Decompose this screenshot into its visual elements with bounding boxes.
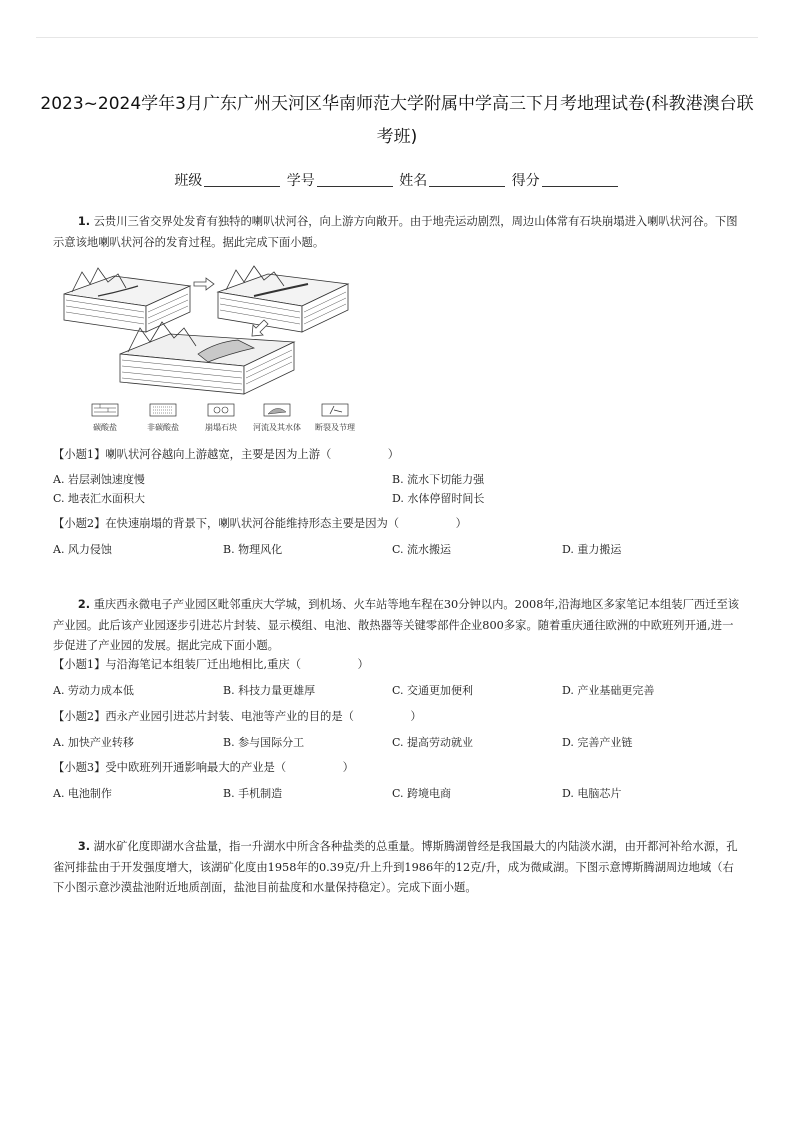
q1-stem: 云贵川三省交界处发育有独特的喇叭状河谷，向上游方向敞开。由于地壳运动剧烈，周边山体常有石块崩塌进入喇叭状河谷。下图示意该地喇叭状河谷的发育过程。据此完成下面小题。 xyxy=(53,215,738,249)
q2-sub3-option-d[interactable]: D. 电脑芯片 xyxy=(562,787,622,800)
q2-sub3-option-c[interactable]: C. 跨境电商 xyxy=(392,787,452,800)
info-name-label: 姓名 xyxy=(399,173,428,189)
q2-sub1-option-c[interactable]: C. 交通更加便利 xyxy=(392,684,474,697)
block-diagram-stage-3 xyxy=(120,322,294,394)
q1-sub1-option-b[interactable]: B. 流水下切能力强 xyxy=(392,473,485,486)
q2-sub1-option-b[interactable]: B. 科技力量更雄厚 xyxy=(223,684,316,697)
q2-sub1-label: 【小题1】与沿海笔记本组装厂迁出地相比,重庆（ ） xyxy=(53,658,369,671)
legend-river: 河流及其水体 xyxy=(253,423,301,432)
q1-sub2-option-c[interactable]: C. 流水搬运 xyxy=(392,543,452,556)
q1-sub2-option-d[interactable]: D. 重力搬运 xyxy=(562,543,622,556)
q3-number: 3. xyxy=(77,840,91,853)
q3-stem: 湖水矿化度即湖水含盐量，指一升湖水中所含各种盐类的总重量。博斯腾湖曾经是我国最大的内陆淡水湖，由开都河补给水源，孔雀河排盐由于开发强度增大，该湖矿化度由1958年的0.39克/升上升到1986年的12克/升，成为微咸湖。下图示意博斯腾湖周边地域（右下小图示意沙漠盐池附近地质剖面，盐池目前盐度和水量保持稳定）。完成下面小题。 xyxy=(53,840,738,894)
info-name-blank[interactable] xyxy=(429,186,505,187)
info-class-blank[interactable] xyxy=(204,186,280,187)
legend-noncarbonate: 非碳酸盐 xyxy=(147,423,179,432)
q1-sub2-option-b[interactable]: B. 物理风化 xyxy=(223,543,283,556)
valley-development-figure xyxy=(58,262,388,442)
info-score-blank[interactable] xyxy=(542,186,618,187)
q2-sub2-label: 【小题2】西永产业园引进芯片封装、电池等产业的目的是（ ） xyxy=(53,710,422,723)
q2-sub3-label: 【小题3】受中欧班列开通影响最大的产业是（ ） xyxy=(53,761,354,774)
q2-sub2-option-d[interactable]: D. 完善产业链 xyxy=(562,736,633,749)
q2-sub3-option-b[interactable]: B. 手机制造 xyxy=(223,787,283,800)
q2-stem: 重庆西永微电子产业园区毗邻重庆大学城，到机场、火车站等地车程在30分钟以内。2008年,沿海地区多家笔记本组装厂西迁至该产业园。此后该产业园逐步引进芯片封装、显示模组、电池、散热器等关键零部件企业800多家。随着重庆通往欧洲的中欧班列开通,进一步促进了产业园的发展。据此完成下面小题。 xyxy=(53,598,740,652)
q1-sub2-label: 【小题2】在快速崩塌的背景下，喇叭状河谷能维持形态主要是因为（ ） xyxy=(53,517,467,530)
q1-sub2-option-a[interactable]: A. 风力侵蚀 xyxy=(53,543,112,556)
info-class-label: 班级 xyxy=(174,173,203,189)
legend-carbonate: 碳酸盐 xyxy=(93,423,117,432)
q1-sub1-label: 【小题1】喇叭状河谷越向上游越宽，主要是因为上游（ ） xyxy=(53,448,400,461)
q2-sub3-option-a[interactable]: A. 电池制作 xyxy=(53,787,112,800)
q2-sub1-option-a[interactable]: A. 劳动力成本低 xyxy=(53,684,134,697)
legend-fault: 断裂及节理 xyxy=(315,423,355,432)
arrow-right-icon xyxy=(194,278,214,290)
question-3 xyxy=(53,837,743,899)
info-id-label: 学号 xyxy=(286,173,315,189)
q2-sub2-option-c[interactable]: C. 提高劳动就业 xyxy=(392,736,474,749)
block-diagram-stage-1 xyxy=(64,268,190,332)
q1-sub1-option-c[interactable]: C. 地表汇水面积大 xyxy=(53,492,146,505)
info-score-label: 得分 xyxy=(511,173,540,189)
q2-sub1-option-d[interactable]: D. 产业基础更完善 xyxy=(562,684,655,697)
q2-sub2-option-a[interactable]: A. 加快产业转移 xyxy=(53,736,134,749)
question-2 xyxy=(53,595,743,657)
block-diagram-stage-2 xyxy=(218,266,348,332)
q2-sub2-option-b[interactable]: B. 参与国际分工 xyxy=(223,736,305,749)
student-info-line xyxy=(0,170,794,190)
info-id-blank[interactable] xyxy=(317,186,393,187)
page-title: 2023~2024学年3月广东广州天河区华南师范大学附属中学高三下月考地理试卷(科教港澳台联考班) xyxy=(40,94,754,147)
question-1 xyxy=(53,212,743,253)
q2-number: 2. xyxy=(77,598,91,611)
q1-sub1-option-a[interactable]: A. 岩层剥蚀速度慢 xyxy=(53,473,145,486)
q1-sub1-option-d[interactable]: D. 水体停留时间长 xyxy=(392,492,485,505)
figure-legend xyxy=(92,404,355,432)
legend-rockfall: 崩塌石块 xyxy=(205,423,237,432)
q1-number: 1. xyxy=(77,215,91,228)
top-divider xyxy=(36,37,758,38)
